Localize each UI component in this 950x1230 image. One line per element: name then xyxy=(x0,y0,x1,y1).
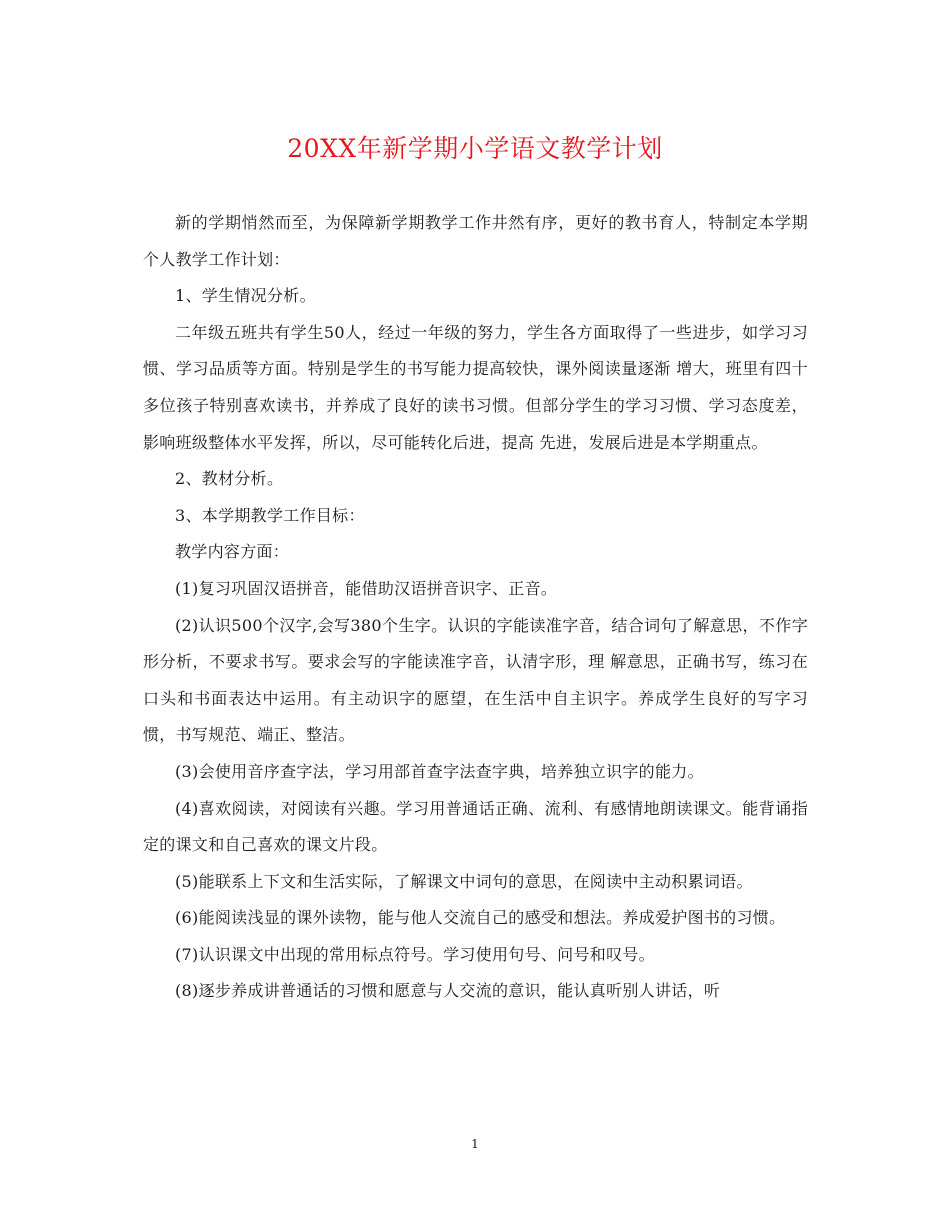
list-item-2: (2)认识500个汉字,会写380个生字。认识的字能读准字音，结合词句了解意思，不作字形分析，不要求书写。要求会写的字能读准字音，认清字形，理 解意思，正确书写，练习在口头和书面表达中运用。有主动识字的愿望，在生活中自主识字。养成学生良好的写字习惯，书写规范、端正、整洁。 xyxy=(143,615,808,745)
section-heading-student-analysis: 1、学生情况分析。 xyxy=(175,286,316,306)
list-item-3: (3)会使用音序查字法，学习用部首查字法查字典，培养独立识字的能力。 xyxy=(175,761,704,781)
list-item-1: (1)复习巩固汉语拼音，能借助汉语拼音识字、正音。 xyxy=(175,578,558,598)
document-title: 20XX年新学期小学语文教学计划 xyxy=(287,134,663,163)
list-item-8: (8)逐步养成讲普通话的习惯和愿意与人交流的意识，能认真听别人讲话，听 xyxy=(175,981,721,1001)
section-heading-textbook-analysis: 2、教材分析。 xyxy=(175,469,284,489)
section-heading-teaching-goals: 3、本学期教学工作目标： xyxy=(175,505,365,525)
list-item-6: (6)能阅读浅显的课外读物，能与他人交流自己的感受和想法。养成爱护图书的习惯。 xyxy=(175,908,786,928)
page-number: 1 xyxy=(471,1137,479,1151)
paragraph-intro: 新的学期悄然而至，为保障新学期教学工作井然有序，更好的教书育人，特制定本学期个人教学工作计划： xyxy=(143,213,808,269)
list-item-4: (4)喜欢阅读，对阅读有兴趣。学习用普通话正确、流利、有感情地朗读课文。能背诵指定的课文和自己喜欢的课文片段。 xyxy=(143,798,808,855)
document-body xyxy=(143,205,808,1010)
list-item-7: (7)认识课文中出现的常用标点符号。学习使用句号、问号和叹号。 xyxy=(175,944,655,964)
paragraph-student-analysis: 二年级五班共有学生50人，经过一年级的努力，学生各方面取得了一些进步，如学习习惯、学习品质等方面。特别是学生的书写能力提高较快，课外阅读量逐渐 增大，班里有四十多位孩子特别喜欢读书，并养成了良好的读书习惯。但部分学生的学习习惯、学习态度差，影响班级整体水平发挥，所以，尽可能转化后进，提高 先进，发展后进是本学期重点。 xyxy=(143,322,808,452)
list-item-5: (5)能联系上下文和生活实际，了解课文中词句的意思，在阅读中主动积累词语。 xyxy=(175,871,753,891)
subheading-teaching-content: 教学内容方面： xyxy=(175,542,290,562)
